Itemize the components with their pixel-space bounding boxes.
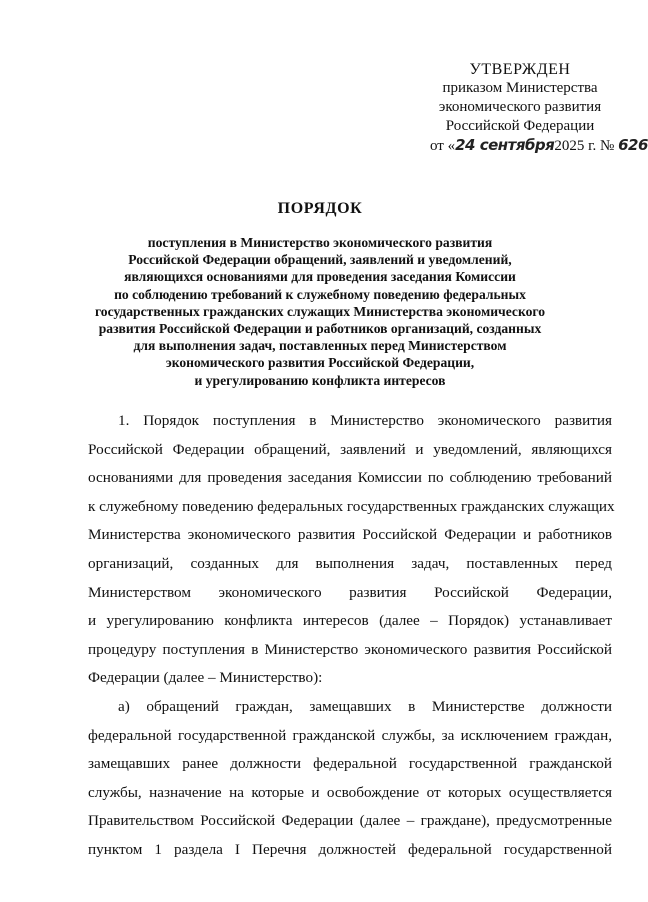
body-line: организаций, созданных для выполнения задач, поставленных перед	[88, 554, 612, 572]
body-line: процедуру поступления в Министерство экономического развития Российской	[88, 640, 612, 658]
date-prefix: от «	[430, 138, 456, 154]
body-line: 1. Порядок поступления в Министерство экономического развития	[118, 412, 612, 429]
subtitle-line: поступления в Министерство экономического развития	[147, 235, 493, 250]
document-title: ПОРЯДОК	[277, 200, 363, 217]
approval-line-1: приказом Министерства	[442, 80, 598, 96]
document-subtitle	[60, 234, 580, 389]
subtitle-line: по соблюдению требований к служебному поведению федеральных	[114, 286, 526, 302]
subtitle-line: и урегулированию конфликта интересов	[194, 372, 446, 388]
approval-line-3: Российской Федерации	[445, 118, 595, 134]
body-line: Федерации (далее – Министерство):	[88, 669, 323, 687]
body-line: Министерства экономического развития Российской Федерации и работников	[88, 526, 612, 544]
approval-date-line	[430, 136, 648, 156]
body-line: Российской Федерации обращений, заявлений и уведомлений, являющихся	[88, 440, 612, 458]
approval-stamp	[430, 60, 648, 156]
body-line: к служебному поведению федеральных государственных гражданских служащих	[88, 497, 615, 515]
date-suffix: 2025 г. №	[554, 138, 615, 154]
document-body	[88, 407, 615, 865]
subtitle-line: Российской Федерации обращений, заявлений и уведомлений,	[128, 252, 512, 268]
body-line: Правительством Российской Федерации (далее – граждане), предусмотренные	[88, 812, 612, 830]
subtitle-line: государственных гражданских служащих Министерства экономического	[94, 303, 546, 319]
approval-line-2: экономического развития	[438, 99, 602, 115]
subtitle-line: развития Российской Федерации и работников организаций, созданных	[98, 321, 542, 337]
body-line: федеральной государственной гражданской службы, за исключением граждан,	[88, 726, 612, 744]
body-line: службы, назначение на которые и освобождение от которых осуществляется	[88, 783, 612, 801]
subtitle-line: являющихся основаниями для проведения заседания Комиссии	[124, 269, 516, 285]
body-line: Министерством экономического развития Российской Федерации,	[88, 583, 612, 601]
approved-heading: УТВЕРЖДЕН	[469, 61, 571, 78]
body-line: пунктом 1 раздела I Перечня должностей федеральной государственной	[88, 840, 612, 858]
subtitle-line: экономического развития Российской Федерации,	[165, 355, 475, 371]
handwritten-date: 24 сентября	[455, 136, 555, 154]
body-line: а) обращений граждан, замещавших в Министерстве должности	[118, 697, 612, 715]
body-line: и урегулированию конфликта интересов (далее – Порядок) устанавливает	[88, 612, 612, 630]
handwritten-order-number: 626	[618, 136, 648, 154]
subtitle-line: для выполнения задач, поставленных перед Министерством	[133, 338, 507, 354]
body-line: замещавших ранее должности федеральной государственной гражданской	[88, 755, 612, 773]
body-line: основаниями для проведения заседания Комиссии по соблюдению требований	[88, 469, 612, 487]
